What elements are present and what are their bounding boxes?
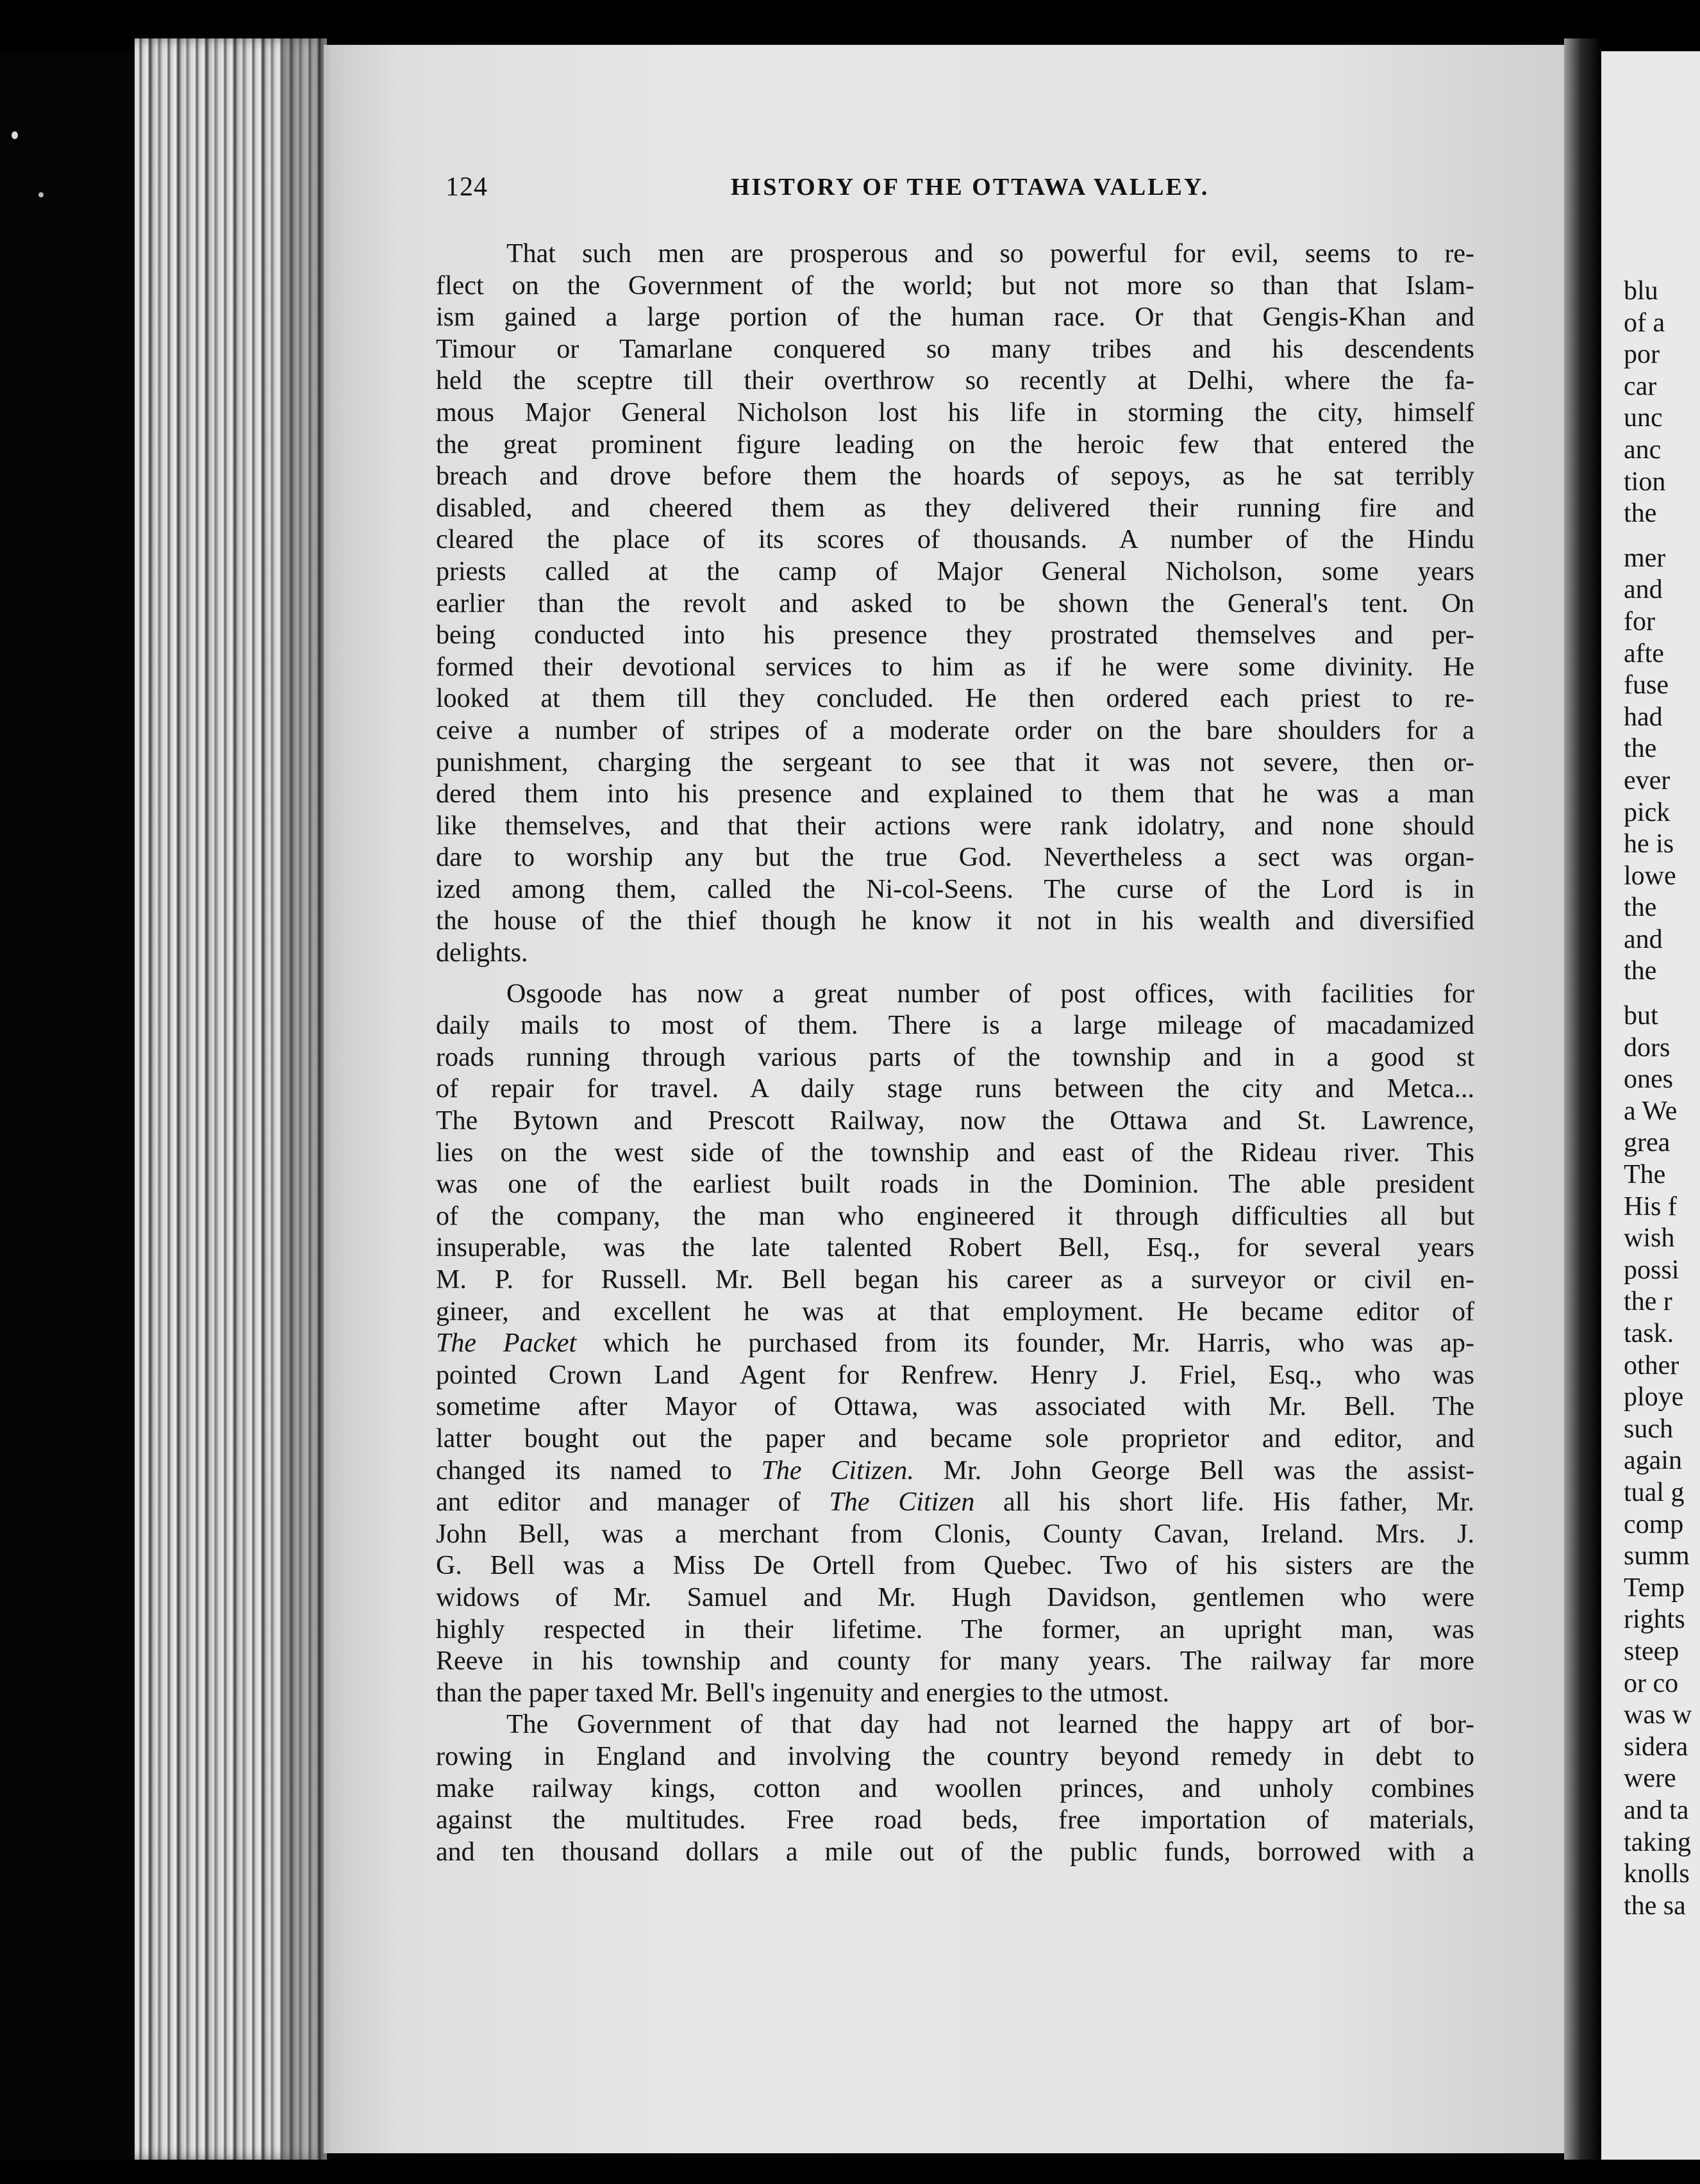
text-line: than the paper taxed Mr. Bell's ingenuity and energies to the utmost. bbox=[436, 1678, 1170, 1708]
fragment-line: such bbox=[1624, 1414, 1673, 1444]
text-line-with-title bbox=[436, 1455, 1474, 1487]
book-gutter bbox=[1564, 38, 1601, 2172]
text-line: of repair for travel. A daily stage runs between the city and Metca... bbox=[436, 1074, 1474, 1104]
text-line: against the multitudes. Free road beds, free importation of materials, bbox=[436, 1805, 1474, 1835]
fragment-line: the bbox=[1624, 893, 1657, 923]
text-line: punishment, charging the sergeant to see that it was not severe, then or- bbox=[436, 747, 1474, 777]
fragment-line: por bbox=[1624, 340, 1660, 370]
text-line: was one of the earliest built roads in the Dominion. The able president bbox=[436, 1170, 1474, 1200]
text-run: changed its named to bbox=[436, 1455, 732, 1485]
italic-title-citizen: The Citizen bbox=[829, 1487, 975, 1518]
page-edge-shadow bbox=[282, 38, 333, 2160]
fragment-line: he is bbox=[1624, 829, 1674, 859]
fragment-line: possi bbox=[1624, 1255, 1679, 1285]
fragment-line: had bbox=[1624, 702, 1663, 732]
text-line: John Bell, was a merchant from Clonis, County Cavan, Ireland. Mrs. J. bbox=[436, 1519, 1474, 1549]
italic-title-packet: The Packet bbox=[436, 1328, 577, 1359]
text-line: cleared the place of its scores of thousands. A number of the Hindu bbox=[436, 525, 1474, 555]
text-line: lies on the west side of the township and east of the Rideau river. This bbox=[436, 1138, 1474, 1168]
fragment-line: anc bbox=[1624, 434, 1662, 465]
text-line: held the sceptre till their overthrow so recently at Delhi, where the fa- bbox=[436, 366, 1474, 396]
text-line: ized among them, called the Ni-col-Seens. The curse of the Lord is in bbox=[436, 874, 1474, 904]
fragment-line: task. bbox=[1624, 1319, 1674, 1348]
text-line: widows of Mr. Samuel and Mr. Hugh Davidson, gentlemen who were bbox=[436, 1582, 1474, 1612]
fragment-line: mer bbox=[1624, 543, 1666, 573]
fragment-line: steep bbox=[1624, 1636, 1679, 1666]
fragment-line: lowe bbox=[1624, 861, 1676, 891]
text-line: ceive a number of stripes of a moderate order on the bare shoulders for a bbox=[436, 715, 1474, 745]
body-text bbox=[436, 238, 1474, 1868]
fragment-line: other bbox=[1624, 1350, 1679, 1380]
fragment-line: and bbox=[1624, 575, 1663, 605]
dust-speck bbox=[12, 131, 18, 139]
text-line: roads running through various parts of the township and in a good st bbox=[436, 1042, 1474, 1072]
fragment-line: unc bbox=[1624, 403, 1663, 433]
text-line: Reeve in his township and county for many years. The railway far more bbox=[436, 1646, 1474, 1676]
text-line: Timour or Tamarlane conquered so many tribes and his descendents bbox=[436, 334, 1474, 364]
text-line: disabled, and cheered them as they delivered their running fire and bbox=[436, 493, 1474, 523]
text-line: insuperable, was the late talented Robert Bell, Esq., for several years bbox=[436, 1233, 1474, 1263]
fragment-line: tual g bbox=[1624, 1477, 1685, 1507]
text-line: daily mails to most of them. There is a large mileage of macadamized bbox=[436, 1011, 1474, 1041]
fragment-line: sidera bbox=[1624, 1732, 1688, 1762]
text-line: looked at them till they concluded. He then ordered each priest to re- bbox=[436, 684, 1474, 714]
fragment-line: were bbox=[1624, 1764, 1676, 1794]
text-line: sometime after Mayor of Ottawa, was associated with Mr. Bell. The bbox=[436, 1392, 1474, 1422]
fragment-line: taking bbox=[1624, 1827, 1691, 1857]
fragment-line: the sa bbox=[1624, 1890, 1686, 1921]
scan-border-bottom bbox=[0, 2160, 1700, 2184]
fragment-line: rights bbox=[1624, 1605, 1685, 1635]
text-line: and ten thousand dollars a mile out of the public funds, borrowed with a bbox=[436, 1837, 1474, 1867]
fragment-line: and bbox=[1624, 924, 1663, 954]
fragment-line: was w bbox=[1624, 1700, 1692, 1730]
fragment-line: a We bbox=[1624, 1096, 1678, 1126]
text-line-with-title bbox=[436, 1487, 1474, 1519]
fragment-line: knolls bbox=[1624, 1859, 1690, 1889]
fragment-line: but bbox=[1624, 1001, 1658, 1031]
fragment-line: or co bbox=[1624, 1668, 1679, 1698]
fragment-line: car bbox=[1624, 371, 1657, 401]
fragment-line: The bbox=[1624, 1160, 1666, 1190]
text-line: That such men are prosperous and so powerful for evil, seems to re- bbox=[506, 239, 1474, 269]
text-run: ant editor and manager of bbox=[436, 1487, 801, 1518]
right-page-text bbox=[1624, 276, 1700, 1922]
text-run: which he purchased from its founder, Mr. Harris, who was ap- bbox=[603, 1328, 1474, 1359]
page-number: 124 bbox=[446, 172, 488, 202]
fragment-line: blu bbox=[1624, 276, 1658, 306]
text-line: flect on the Government of the world; but not more so than that Islam- bbox=[436, 270, 1474, 301]
text-line: like themselves, and that their actions were rank idolatry, and none should bbox=[436, 811, 1474, 841]
text-line: ism gained a large portion of the human race. Or that Gengis-Khan and bbox=[436, 302, 1474, 333]
text-line: breach and drove before them the hoards of sepoys, as he sat terribly bbox=[436, 461, 1474, 492]
fragment-line: the bbox=[1624, 499, 1657, 529]
fragment-line: summ bbox=[1624, 1541, 1690, 1571]
text-line: rowing in England and involving the country beyond remedy in debt to bbox=[436, 1741, 1474, 1771]
text-line-with-title bbox=[436, 1328, 1474, 1360]
text-line: priests called at the camp of Major General Nicholson, some years bbox=[436, 556, 1474, 586]
fragment-line: Temp bbox=[1624, 1573, 1685, 1603]
text-line: gineer, and excellent he was at that employment. He became editor of bbox=[436, 1296, 1474, 1327]
fragment-line: tion bbox=[1624, 467, 1666, 497]
fragment-line: His f bbox=[1624, 1191, 1677, 1221]
text-line: highly respected in their lifetime. The former, an upright man, was bbox=[436, 1614, 1474, 1644]
fragment-line: fuse bbox=[1624, 670, 1669, 700]
text-line: the house of the thief though he know it not in his wealth and diversified bbox=[436, 906, 1474, 936]
fragment-line: wish bbox=[1624, 1223, 1675, 1253]
fragment-line: ploye bbox=[1624, 1382, 1684, 1412]
fragment-line: afte bbox=[1624, 638, 1664, 668]
text-line: The Government of that day had not learned the happy art of bor- bbox=[506, 1710, 1474, 1740]
fragment-line: the bbox=[1624, 734, 1657, 764]
fragment-line: ever bbox=[1624, 765, 1671, 795]
text-line: dare to worship any but the true God. Nevertheless a sect was organ- bbox=[436, 843, 1474, 873]
fragment-line: and ta bbox=[1624, 1795, 1689, 1825]
text-line: of the company, the man who engineered it through difficulties all but bbox=[436, 1201, 1474, 1231]
text-line: earlier than the revolt and asked to be shown the General's tent. On bbox=[436, 588, 1474, 618]
text-run: Mr. John George Bell was the assist- bbox=[943, 1455, 1474, 1485]
text-line: G. Bell was a Miss De Ortell from Quebec. Two of his sisters are the bbox=[436, 1551, 1474, 1581]
fragment-line: pick bbox=[1624, 797, 1671, 827]
fragment-line: the r bbox=[1624, 1287, 1672, 1317]
fragment-line: ones bbox=[1624, 1064, 1673, 1095]
text-line: Osgoode has now a great number of post offices, with facilities for bbox=[506, 979, 1474, 1009]
text-line: formed their devotional services to him as if he were some divinity. He bbox=[436, 652, 1474, 682]
running-title: HISTORY OF THE OTTAWA VALLEY. bbox=[731, 174, 1210, 201]
text-line: being conducted into his presence they prostrated themselves and per- bbox=[436, 620, 1474, 650]
fragment-line: again bbox=[1624, 1446, 1682, 1476]
text-line: dered them into his presence and explained to them that he was a man bbox=[436, 779, 1474, 809]
running-head bbox=[446, 172, 1458, 210]
text-line: mous Major General Nicholson lost his life in storming the city, himself bbox=[436, 397, 1474, 427]
text-line: make railway kings, cotton and woollen princes, and unholy combines bbox=[436, 1773, 1474, 1803]
text-line: latter bought out the paper and became sole proprietor and editor, and bbox=[436, 1423, 1474, 1453]
fragment-line: for bbox=[1624, 606, 1655, 636]
text-line: delights. bbox=[436, 938, 528, 968]
text-line: The Bytown and Prescott Railway, now the Ottawa and St. Lawrence, bbox=[436, 1106, 1474, 1136]
text-line: pointed Crown Land Agent for Renfrew. Henry J. Friel, Esq., who was bbox=[436, 1360, 1474, 1390]
fragment-line: comp bbox=[1624, 1509, 1684, 1539]
italic-title-citizen: The Citizen. bbox=[761, 1455, 914, 1485]
text-run: all his short life. His father, Mr. bbox=[1003, 1487, 1474, 1518]
fragment-line: dors bbox=[1624, 1032, 1671, 1063]
fragment-line: grea bbox=[1624, 1128, 1671, 1158]
fragment-line: the bbox=[1624, 956, 1657, 986]
fragment-line: of a bbox=[1624, 308, 1665, 338]
dust-speck bbox=[38, 192, 44, 197]
text-line: the great prominent figure leading on the heroic few that entered the bbox=[436, 429, 1474, 459]
text-line: M. P. for Russell. Mr. Bell began his career as a surveyor or civil en- bbox=[436, 1265, 1474, 1295]
